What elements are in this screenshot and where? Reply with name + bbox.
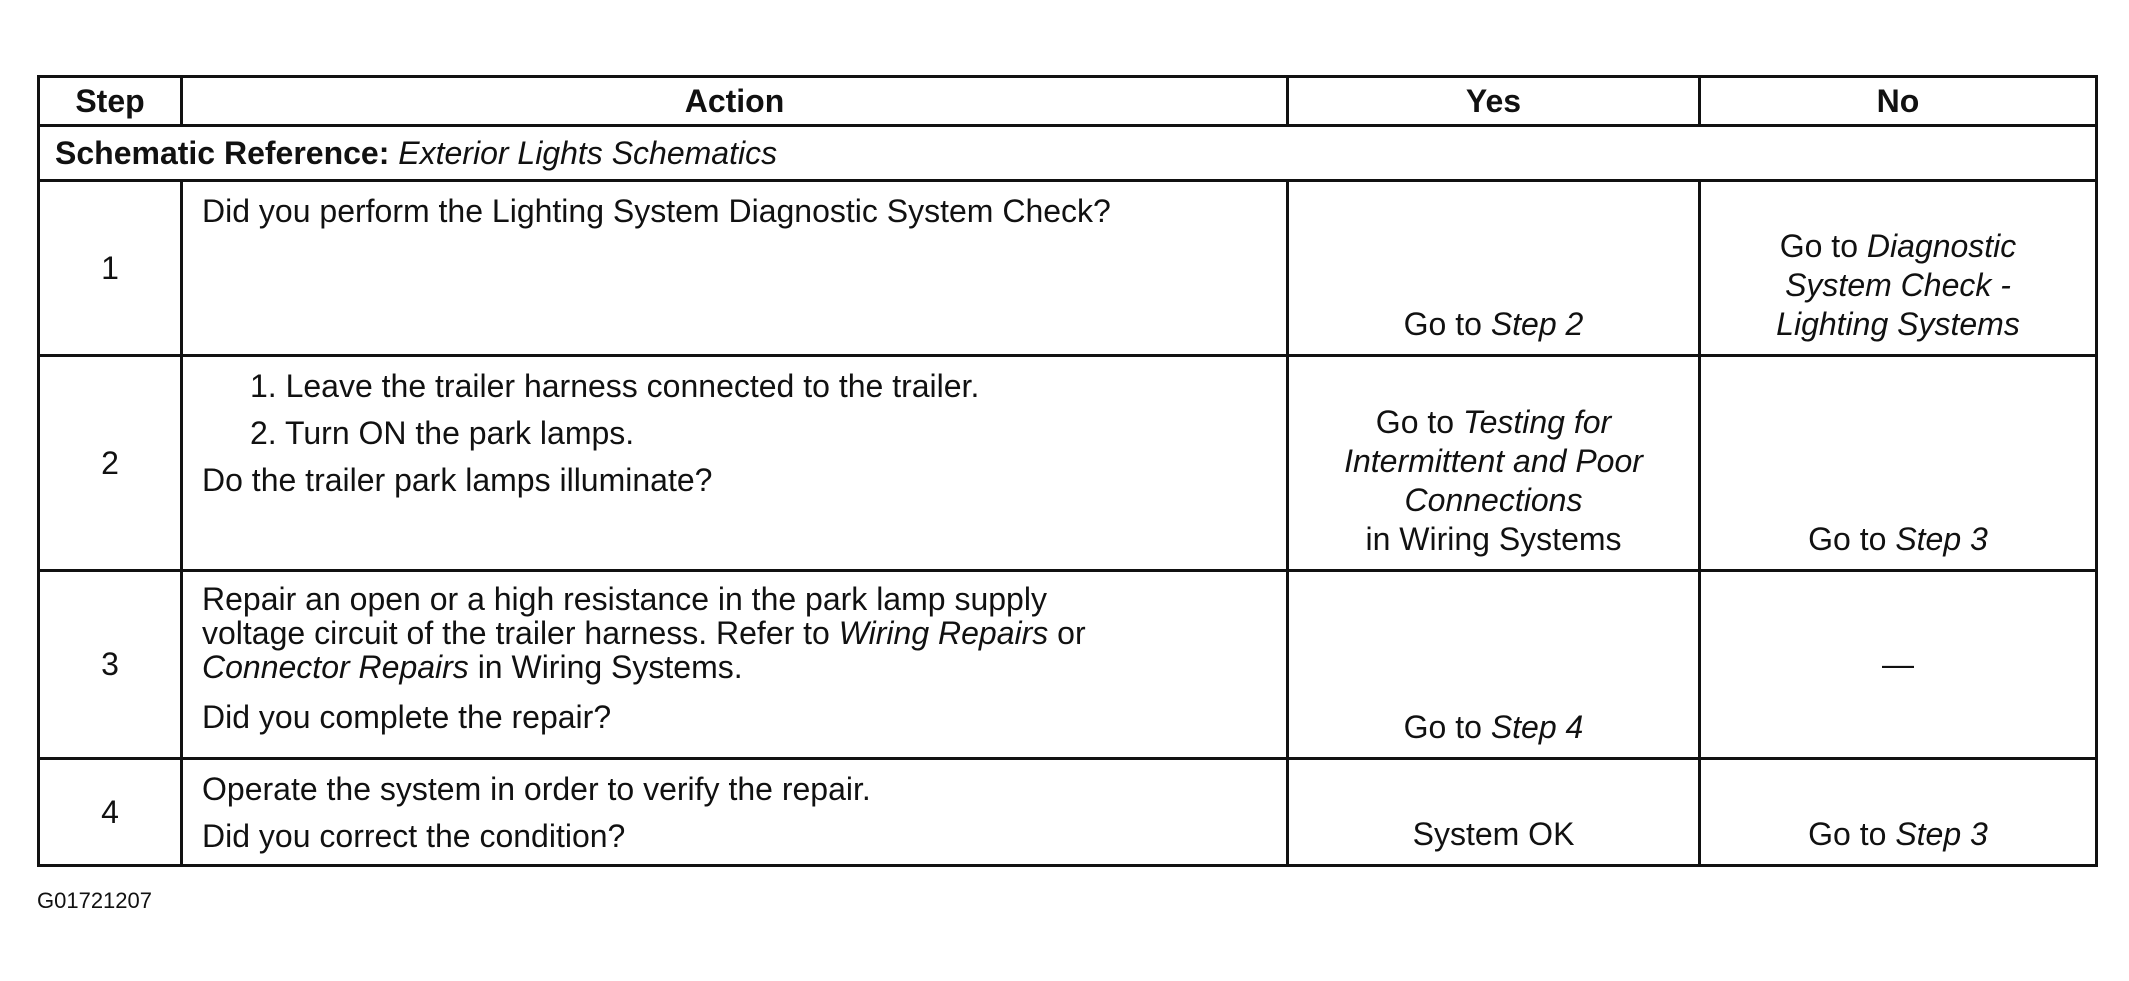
header-action: Action bbox=[182, 77, 1288, 126]
table-row bbox=[39, 571, 2097, 759]
no-result bbox=[1700, 759, 2097, 866]
yes-link[interactable]: Step 4 bbox=[1490, 709, 1584, 745]
action-question: Did you perform the Lighting System Diagnostic System Check? bbox=[202, 193, 1111, 229]
action-question: Do the trailer park lamps illuminate? bbox=[202, 462, 713, 498]
step-number: 2 bbox=[39, 356, 182, 571]
schematic-reference-row bbox=[39, 126, 2097, 181]
yes-result bbox=[1288, 571, 1700, 759]
yes-result bbox=[1288, 181, 1700, 356]
table-row bbox=[39, 356, 2097, 571]
schematic-reference bbox=[39, 126, 2097, 181]
schematic-reference-label: Schematic Reference: bbox=[55, 134, 390, 171]
action-text bbox=[182, 759, 1288, 866]
yes-result bbox=[1288, 356, 1700, 571]
no-result bbox=[1700, 356, 2097, 571]
connector-repairs-link[interactable]: Connector Repairs bbox=[202, 649, 469, 685]
yes-suffix: in Wiring Systems bbox=[1365, 521, 1622, 557]
action-or-text: or bbox=[1057, 615, 1086, 651]
no-prefix: Go to bbox=[1779, 228, 1858, 264]
yes-result: System OK bbox=[1288, 759, 1700, 866]
action-question: Did you correct the condition? bbox=[202, 818, 626, 854]
table-row bbox=[39, 181, 2097, 356]
no-result bbox=[1700, 181, 2097, 356]
yes-link[interactable]: Step 2 bbox=[1490, 306, 1584, 342]
figure-id: G01721207 bbox=[37, 888, 152, 913]
action-instruction: Operate the system in order to verify the repair. bbox=[202, 771, 871, 807]
action-question: Did you complete the repair? bbox=[202, 699, 612, 735]
step-number: 3 bbox=[39, 571, 182, 759]
header-step: Step bbox=[39, 77, 182, 126]
action-instruction-tail: in Wiring Systems. bbox=[477, 649, 743, 685]
action-instruction-text: Repair an open or a high resistance in the park lamp supply voltage circuit of the trailer harness. Refer to bbox=[202, 581, 1047, 651]
diagnostic-table bbox=[37, 75, 2098, 867]
action-text bbox=[182, 571, 1288, 759]
no-result: — bbox=[1700, 571, 2097, 759]
yes-prefix: Go to bbox=[1403, 306, 1482, 342]
list-item: 1. Leave the trailer harness connected to the trailer. bbox=[250, 368, 980, 404]
step-number: 1 bbox=[39, 181, 182, 356]
action-instruction bbox=[202, 582, 1271, 684]
no-link[interactable]: Step 3 bbox=[1895, 521, 1988, 557]
no-prefix: Go to bbox=[1808, 816, 1887, 852]
yes-prefix: Go to bbox=[1375, 404, 1455, 440]
wiring-repairs-link[interactable]: Wiring Repairs bbox=[838, 615, 1049, 651]
header-yes: Yes bbox=[1288, 77, 1700, 126]
list-item: 2. Turn ON the park lamps. bbox=[250, 415, 635, 451]
yes-link[interactable]: Testing for Intermittent and Poor Connections bbox=[1344, 404, 1643, 518]
table-row bbox=[39, 759, 2097, 866]
header-row bbox=[39, 77, 2097, 126]
no-prefix: Go to bbox=[1808, 521, 1887, 557]
action-text bbox=[182, 181, 1288, 356]
no-link[interactable]: Step 3 bbox=[1895, 816, 1988, 852]
action-text bbox=[182, 356, 1288, 571]
no-link[interactable]: Diagnostic System Check - Lighting Systems bbox=[1776, 228, 2020, 342]
schematic-reference-link[interactable]: Exterior Lights Schematics bbox=[398, 134, 778, 171]
header-no: No bbox=[1700, 77, 2097, 126]
step-number: 4 bbox=[39, 759, 182, 866]
yes-prefix: Go to bbox=[1403, 709, 1482, 745]
